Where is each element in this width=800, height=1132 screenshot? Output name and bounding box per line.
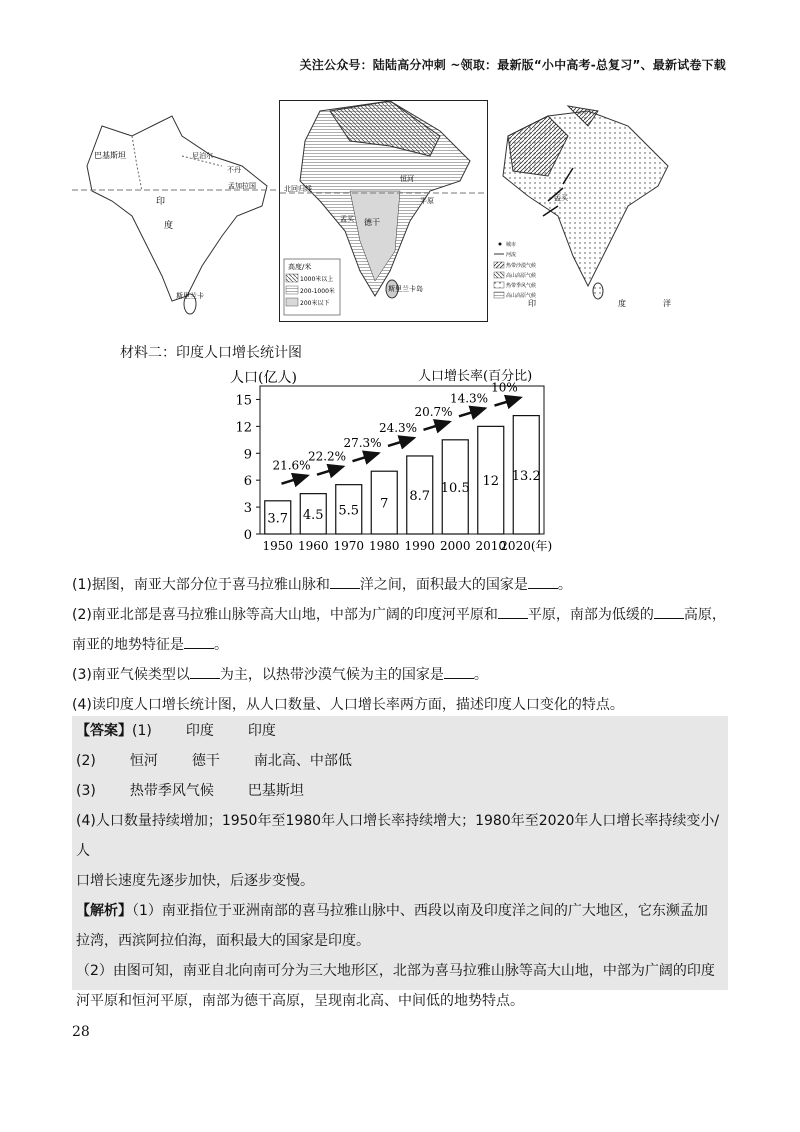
map3-legend-item: 高山高原气候 bbox=[506, 293, 537, 299]
map1-label: 孟加拉国 bbox=[228, 182, 256, 190]
answer-text: (1) bbox=[132, 723, 152, 739]
answer-blank[interactable] bbox=[190, 664, 220, 679]
chart-ytick-label: 12 bbox=[235, 420, 252, 436]
question-3 bbox=[72, 660, 732, 690]
map-terrain-figure bbox=[280, 101, 487, 321]
chart-ytick-label: 15 bbox=[235, 393, 252, 409]
answer-line-5: 口增长速度先逐步加快，后逐步变慢。 bbox=[76, 873, 314, 889]
map-countries-figure bbox=[72, 96, 278, 328]
answer-blank[interactable] bbox=[528, 574, 558, 589]
chart-value-label: 7 bbox=[380, 496, 389, 512]
population-chart-svg bbox=[228, 364, 578, 562]
chart-value-label: 12 bbox=[482, 474, 500, 490]
question-text: 南亚的地势特征是 bbox=[72, 637, 184, 653]
chart-category-label: 2020(年) bbox=[500, 539, 553, 553]
analysis-text: （1）南亚指位于亚洲南部的喜马拉雅山脉中、西段以南及印度洋之间的广大地区，它东濒孟加 bbox=[132, 903, 708, 919]
chart-value-label: 3.7 bbox=[267, 511, 289, 527]
answer-blank[interactable] bbox=[444, 664, 474, 679]
chart-category-label: 1980 bbox=[368, 539, 400, 553]
map3-label: 孟买 bbox=[554, 194, 568, 202]
analysis-line-2: 拉湾，西滨阿拉伯海，面积最大的国家是印度。 bbox=[76, 933, 370, 949]
map2-label: 孟买 bbox=[340, 215, 354, 223]
population-chart bbox=[228, 364, 578, 562]
map1-label: 印 bbox=[156, 197, 166, 207]
map3-label: 度 bbox=[618, 299, 626, 308]
map1-label: 斯里兰卡 bbox=[176, 292, 204, 300]
chart-growth-arrow bbox=[353, 453, 379, 461]
chart-growth-label: 14.3% bbox=[449, 391, 489, 406]
chart-category-label: 1990 bbox=[404, 539, 436, 553]
question-text: 。 bbox=[557, 577, 572, 593]
answer-line-1 bbox=[72, 716, 728, 746]
chart-category-label: 1970 bbox=[333, 539, 365, 553]
map3-legend-item: 高山高原气候 bbox=[506, 273, 537, 279]
answer-text: 印度 bbox=[247, 723, 276, 739]
answer-text: 巴基斯坦 bbox=[247, 783, 304, 799]
question-text: (1)据图，南亚大部分位于喜马拉雅山脉和 bbox=[72, 577, 330, 593]
chart-growth-label: 21.6% bbox=[272, 458, 311, 473]
chart-growth-label: 27.3% bbox=[343, 436, 382, 451]
map3-legend-item: 城市 bbox=[506, 242, 517, 248]
question-text: 洋之间，面积最大的国家是 bbox=[359, 577, 528, 593]
chart-value-label: 10.5 bbox=[440, 480, 470, 496]
map2-label: 北回归线 bbox=[284, 185, 312, 193]
question-text: 为主，以热带沙漠气候为主的国家是 bbox=[219, 667, 444, 683]
answer-blank[interactable] bbox=[498, 604, 528, 619]
chart-value-label: 5.5 bbox=[338, 503, 360, 519]
chart-value-label: 8.7 bbox=[409, 488, 431, 504]
map1-label: 尼泊尔 bbox=[192, 152, 213, 160]
map-terrain bbox=[279, 100, 488, 322]
question-2 bbox=[72, 600, 732, 630]
map3-legend-item: 热带沙漠气候 bbox=[506, 263, 537, 269]
chart-growth-arrow bbox=[495, 398, 521, 406]
page-header: 关注公众号：陆陆高分冲刺 ~领取：最新版“小中高考-总复习”、最新试卷下载 bbox=[299, 58, 726, 72]
chart-growth-label: 10% bbox=[491, 380, 518, 395]
map3-legend-item: 热带季风气候 bbox=[506, 283, 537, 289]
chart-growth-arrow bbox=[424, 422, 450, 430]
answer-line-2 bbox=[72, 746, 728, 776]
answer-line-3 bbox=[72, 776, 728, 806]
chart-growth-label: 22.2% bbox=[307, 449, 347, 464]
question-text: 。 bbox=[214, 637, 228, 653]
map-climate-figure bbox=[488, 96, 694, 328]
chart-growth-arrow bbox=[388, 438, 414, 446]
chart-category-label: 1960 bbox=[297, 539, 329, 553]
map2-legend-title: 高度/米 bbox=[288, 263, 312, 271]
material-title: 材料二：印度人口增长统计图 bbox=[120, 345, 302, 361]
map-countries bbox=[72, 96, 278, 328]
chart-ylabel-right: 人口增长率(百分比) bbox=[418, 369, 533, 384]
map2-label: 德干 bbox=[364, 218, 380, 227]
analysis-label: 【解析】 bbox=[76, 903, 132, 919]
answer-text: 印度 bbox=[185, 723, 214, 739]
south-asia-maps bbox=[72, 96, 694, 328]
map2-legend-item: 1000米以上 bbox=[300, 276, 334, 283]
map2-label: 恒河 bbox=[400, 175, 414, 183]
map3-legend-item: 河流 bbox=[506, 252, 517, 258]
chart-ytick-label: 3 bbox=[243, 501, 252, 517]
question-text: 平原，南部为低缓的 bbox=[527, 607, 654, 623]
answer-text: (2) bbox=[76, 753, 96, 769]
chart-category-label: 2000 bbox=[439, 539, 471, 553]
question-text: (2)南亚北部是喜马拉雅山脉等高大山地，中部为广阔的印度河平原和 bbox=[72, 607, 498, 623]
question-2-cont bbox=[72, 630, 732, 660]
map2-legend-item: 200米以下 bbox=[300, 300, 330, 307]
answer-text: 德干 bbox=[191, 753, 220, 769]
chart-category-label: 2010 bbox=[475, 539, 507, 553]
chart-ylabel: 人口(亿人) bbox=[230, 370, 297, 386]
chart-ytick-label: 6 bbox=[243, 474, 252, 490]
chart-growth-label: 24.3% bbox=[378, 420, 418, 435]
chart-growth-arrow bbox=[317, 467, 343, 475]
chart-category-label: 1950 bbox=[262, 539, 294, 553]
map2-label: 斯里兰卡岛 bbox=[388, 285, 423, 293]
answer-text: 恒河 bbox=[129, 753, 158, 769]
page-number: 28 bbox=[72, 1024, 90, 1040]
chart-ytick-label: 0 bbox=[243, 528, 252, 543]
chart-ytick-label: 9 bbox=[243, 447, 252, 463]
map3-label: 洋 bbox=[663, 299, 671, 308]
answer-section bbox=[72, 716, 728, 1009]
map-climate bbox=[488, 96, 694, 328]
answer-text: (3) bbox=[76, 783, 96, 799]
map1-label: 不丹 bbox=[227, 166, 241, 174]
question-text: (3)南亚气候类型以 bbox=[72, 667, 190, 683]
map1-label: 度 bbox=[164, 221, 174, 231]
answer-label: 【答案】 bbox=[76, 723, 132, 739]
question-text: 。 bbox=[473, 667, 488, 683]
chart-growth-label: 20.7% bbox=[414, 404, 453, 419]
map3-label: 印 bbox=[528, 299, 536, 308]
chart-growth-arrow bbox=[459, 408, 485, 416]
question-text: 高原， bbox=[683, 607, 726, 623]
questions bbox=[72, 570, 732, 720]
map2-label: 平原 bbox=[420, 197, 434, 205]
chart-growth-arrow bbox=[282, 476, 308, 484]
answer-text: 热带季风气候 bbox=[129, 783, 214, 799]
answer-blank[interactable] bbox=[654, 604, 684, 619]
question-1 bbox=[72, 570, 732, 600]
analysis-line-1 bbox=[72, 896, 728, 926]
chart-value-label: 13.2 bbox=[511, 468, 541, 484]
map1-label: 巴基斯坦 bbox=[94, 151, 126, 160]
question-text: (4)读印度人口增长统计图，从人口数量、人口增长率两方面，描述印度人口变化的特点。 bbox=[72, 697, 624, 713]
chart-value-label: 4.5 bbox=[302, 507, 324, 523]
answer-blank[interactable] bbox=[330, 574, 360, 589]
analysis-line-4: 河平原和恒河平原，南部为德干高原，呈现南北高、中间低的地势特点。 bbox=[76, 993, 524, 1009]
map2-legend-item: 200-1000米 bbox=[300, 288, 335, 295]
answer-text: 南北高、中部低 bbox=[253, 753, 352, 769]
answer-line-4: (4)人口数量持续增加；1950年至1980年人口增长率持续增大；1980年至2020年人口增长率持续变小/人 bbox=[76, 813, 720, 859]
analysis-line-3: （2）由图可知，南亚自北向南可分为三大地形区，北部为喜马拉雅山脉等高大山地，中部为广阔的印度 bbox=[76, 963, 715, 979]
answer-blank[interactable] bbox=[184, 634, 214, 649]
